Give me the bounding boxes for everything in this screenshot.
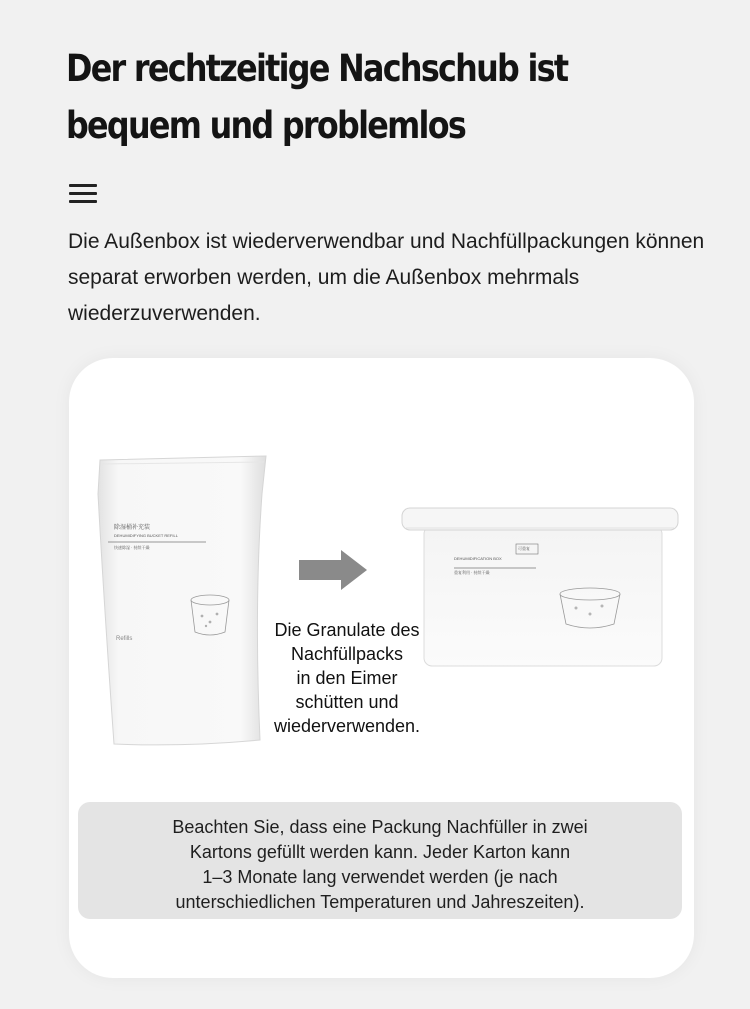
usage-note-box	[78, 802, 682, 919]
pouch-label-cn: 除湿桶补充装	[114, 525, 151, 531]
refill-instruction-line: schütten und	[295, 692, 399, 712]
pouch-label-en: DEHUMIDIFYING BUCKET REFILL	[114, 533, 178, 538]
title-line-2: bequem und problemlos	[66, 104, 466, 147]
arrow-right-icon	[297, 548, 369, 597]
dehumidification-box-image	[396, 504, 682, 679]
intro-paragraph: Die Außenbox ist wiederverwendbar und Nachfüllpackungen können separat erworben werden, um die Außenbox mehrmals wiederzuverwenden.	[68, 230, 705, 325]
usage-note-line: unterschiedlichen Temperaturen und Jahreszeiten).	[175, 892, 585, 912]
box-tag-cn: 可重复	[518, 546, 530, 551]
title-line-1: Der rechtzeitige Nachschub ist	[66, 47, 568, 90]
refill-pouch-image	[94, 454, 270, 755]
refill-instruction-line: wiederverwenden.	[273, 716, 421, 736]
usage-note-line: Beachten Sie, dass eine Packung Nachfüller in zwei	[172, 817, 588, 837]
usage-note-line: Kartons gefüllt werden kann. Jeder Karton kann	[189, 842, 571, 862]
pouch-brand: Refills	[116, 636, 133, 642]
box-sub-cn: 重复利用 · 持续干燥	[454, 570, 490, 575]
refill-instruction-line: in den Eimer	[296, 668, 398, 688]
usage-note-text	[118, 815, 642, 915]
usage-note-line: 1–3 Monate lang verwendet werden (je nach	[202, 867, 558, 887]
illustration-card	[69, 358, 694, 978]
hamburger-menu-icon[interactable]	[69, 184, 97, 204]
box-label-en: DEHUMIDIFICATION BOX	[454, 556, 502, 561]
pouch-sub-cn: 快速除湿 · 持续干燥	[114, 545, 150, 550]
page-title	[66, 40, 599, 154]
refill-instruction-line: Die Granulate des	[274, 620, 420, 640]
refill-instruction	[257, 618, 437, 738]
refill-instruction-line: Nachfüllpacks	[290, 644, 404, 664]
